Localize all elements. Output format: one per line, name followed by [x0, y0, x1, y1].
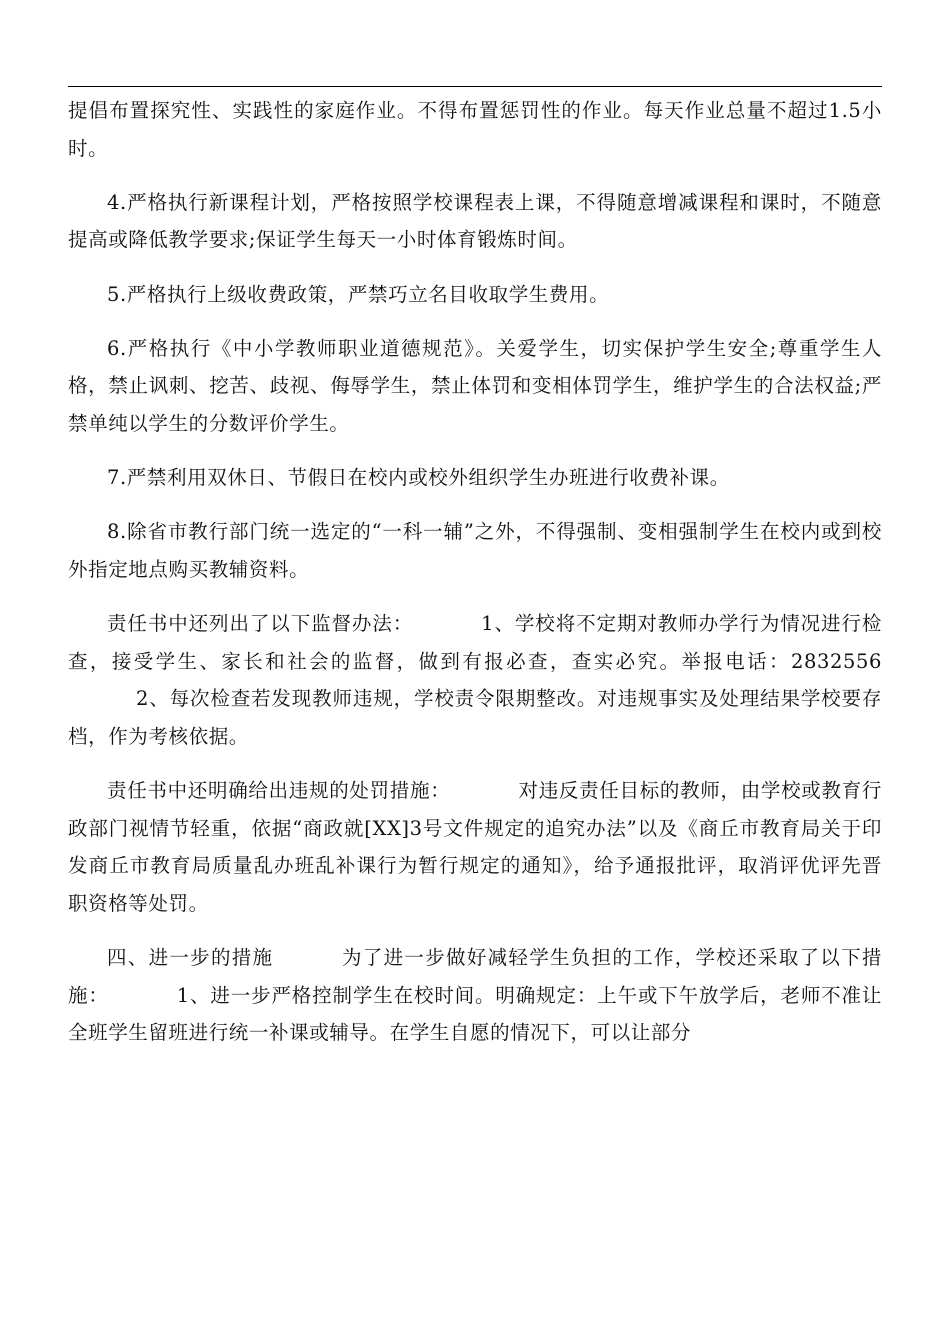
paragraph-fees	[68, 276, 882, 314]
paragraph-teaching-materials	[68, 513, 882, 588]
paragraph-text: 责任书中还明确给出违规的处罚措施：	[107, 779, 451, 803]
paragraph-text: 对违反责任目标的教师，由学校或教育行政部门视情节轻重，依据“商政就[XX]3号文件规定的追究办法”以及《商丘市教育局关于印发商丘市教育局质量乱办班乱补课行为暂行规定的通知》，给予通报批评，取消评优评先晋职资格等处罚。	[68, 779, 882, 915]
paragraph-text: 2、每次检查若发现教师违规，学校责令限期整改。对违规事实及处理结果学校要存档，作为考核依据。	[68, 687, 882, 748]
paragraph-holiday-tutoring	[68, 459, 882, 497]
paragraph-text: 1、学校将不定期对教师办学行为情况进行检查，接受学生、家长和社会的监督，做到有报必查，查实必究。举报电话：2832556	[68, 612, 882, 673]
paragraph-text: 1、进一步严格控制学生在校时间。明确规定：上午或下午放学后，老师不准让全班学生留班进行统一补课或辅导。在学生自愿的情况下，可以让部分	[68, 983, 882, 1045]
paragraph-text: 8.除省市教行部门统一选定的“一科一辅”之外，不得强制、变相强制学生在校内或到校外指定地点购买教辅资料。	[68, 520, 882, 581]
header-rule	[68, 86, 882, 87]
paragraph-text: 为了进一步做好减轻学生负担的工作，学校还采取了以下措施：	[68, 946, 882, 1007]
paragraph-text: 5.严格执行上级收费政策，严禁巧立名目收取学生费用。	[107, 282, 610, 306]
paragraph-supervision	[68, 605, 882, 755]
paragraph-text: 4.严格执行新课程计划，严格按照学校课程表上课，不得随意增减课程和课时，不随意提高或降低教学要求;保证学生每天一小时体育锻炼时间。	[68, 190, 882, 252]
paragraph-further-measures	[68, 939, 882, 1052]
document-body	[68, 92, 882, 1068]
paragraph-text: 责任书中还列出了以下监督办法：	[107, 612, 414, 636]
paragraph-ethics	[68, 330, 882, 443]
paragraph-penalties	[68, 772, 882, 922]
paragraph-text: 6.严格执行《中小学教师职业道德规范》。关爱学生，切实保护学生安全;尊重学生人格，禁止讽刺、挖苦、歧视、侮辱学生，禁止体罚和变相体罚学生，维护学生的合法权益;严禁单纯以学生的分数评价学生。	[68, 336, 882, 435]
paragraph-text: 提倡布置探究性、实践性的家庭作业。不得布置惩罚性的作业。每天作业总量不超过1.5小时。	[68, 99, 882, 160]
paragraph-curriculum	[68, 184, 882, 259]
section-heading: 四、进一步的措施	[107, 946, 274, 970]
paragraph-homework	[68, 92, 882, 167]
paragraph-text: 7.严禁利用双休日、节假日在校内或校外组织学生办班进行收费补课。	[107, 466, 730, 490]
